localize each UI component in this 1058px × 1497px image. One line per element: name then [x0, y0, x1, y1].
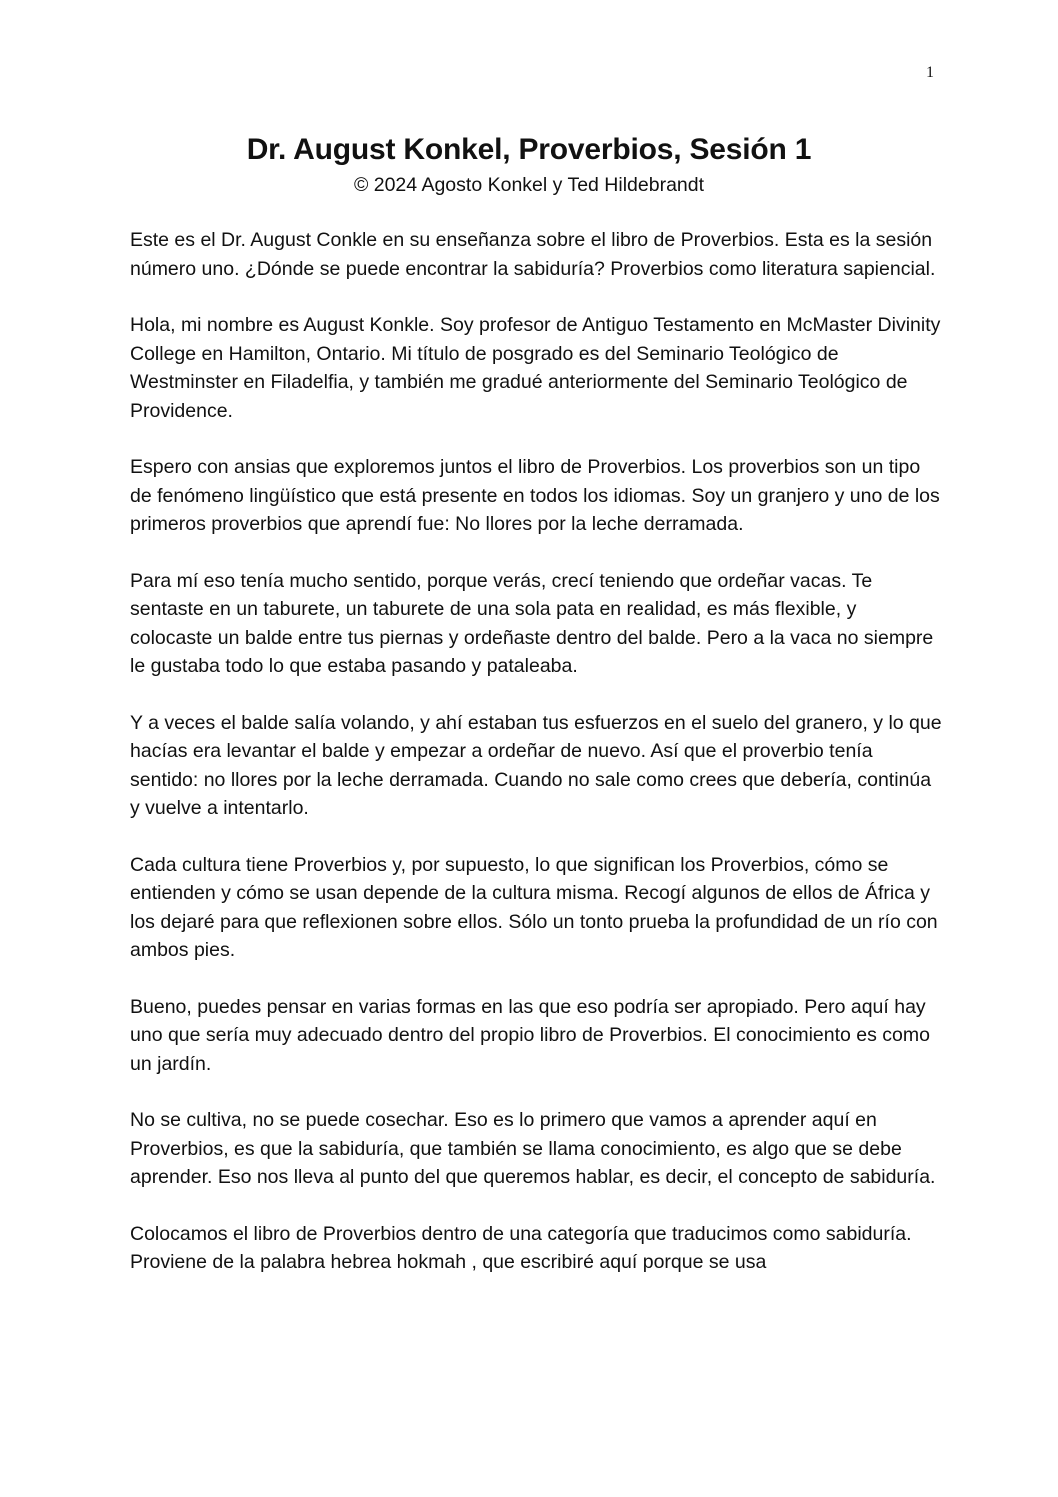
- paragraph: Espero con ansias que exploremos juntos el libro de Proverbios. Los proverbios son un tipo de fenómeno lingüístico que está presente en todos los idiomas. Soy un granjero y uno de los primeros proverbios que aprendí fue: No llores por la leche derramada.: [130, 456, 940, 535]
- document-body: [130, 226, 942, 1305]
- document-title: Dr. August Konkel, Proverbios, Sesión 1: [246, 133, 812, 166]
- paragraph: Cada cultura tiene Proverbios y, por supuesto, lo que significan los Proverbios, cómo se entienden y cómo se usan depende de la cultura misma. Recogí algunos de ellos de África y los dejaré para que reflexionen sobre ellos. Sólo un tonto prueba la profundidad de un río con ambos pies.: [130, 853, 938, 961]
- page-number: 1: [926, 64, 934, 81]
- paragraph: No se cultiva, no se puede cosechar. Eso es lo primero que vamos a aprender aquí en Proverbios, es que la sabiduría, que también se llama conocimiento, es algo que se debe aprender. Eso nos lleva al punto del que queremos hablar, es decir, el concepto de sabiduría.: [130, 1109, 936, 1188]
- paragraph: Este es el Dr. August Conkle en su enseñanza sobre el libro de Proverbios. Esta es la sesión número uno. ¿Dónde se puede encontrar la sabiduría? Proverbios como literatura sapiencial.: [130, 229, 936, 280]
- paragraph: Hola, mi nombre es August Konkle. Soy profesor de Antiguo Testamento en McMaster Divinity College en Hamilton, Ontario. Mi título de posgrado es del Seminario Teológico de Westminster en Filadelfia, y también me gradué anteriormente del Seminario Teológico de Providence.: [130, 314, 941, 422]
- paragraph: Bueno, puedes pensar en varias formas en las que eso podría ser apropiado. Pero aquí hay uno que sería muy adecuado dentro del propio libro de Proverbios. El conocimiento es como un jardín.: [130, 995, 930, 1075]
- paragraph: Para mí eso tenía mucho sentido, porque verás, crecí teniendo que ordeñar vacas. Te sentaste en un taburete, un taburete de una sola pata en realidad, es más flexible, y colocaste un balde entre tus piernas y ordeñaste dentro del balde. Pero a la vaca no siempre le gustaba todo lo que estaba pasando y pataleaba.: [130, 569, 934, 677]
- document-header: [0, 128, 1058, 198]
- paragraph: Y a veces el balde salía volando, y ahí estaban tus esfuerzos en el suelo del granero, y lo que hacías era levantar el balde y empezar a ordeñar de nuevo. Así que el proverbio tenía sentido: no llores por la leche derramada. Cuando no sale como crees que debería, continúa y vuelve a intentarlo.: [130, 711, 942, 819]
- copyright-line: © 2024 Agosto Konkel y Ted Hildebrandt: [353, 174, 705, 196]
- paragraph: Colocamos el libro de Proverbios dentro de una categoría que traducimos como sabiduría. Proviene de la palabra hebrea hokmah , que escribiré aquí porque se usa: [130, 1222, 912, 1273]
